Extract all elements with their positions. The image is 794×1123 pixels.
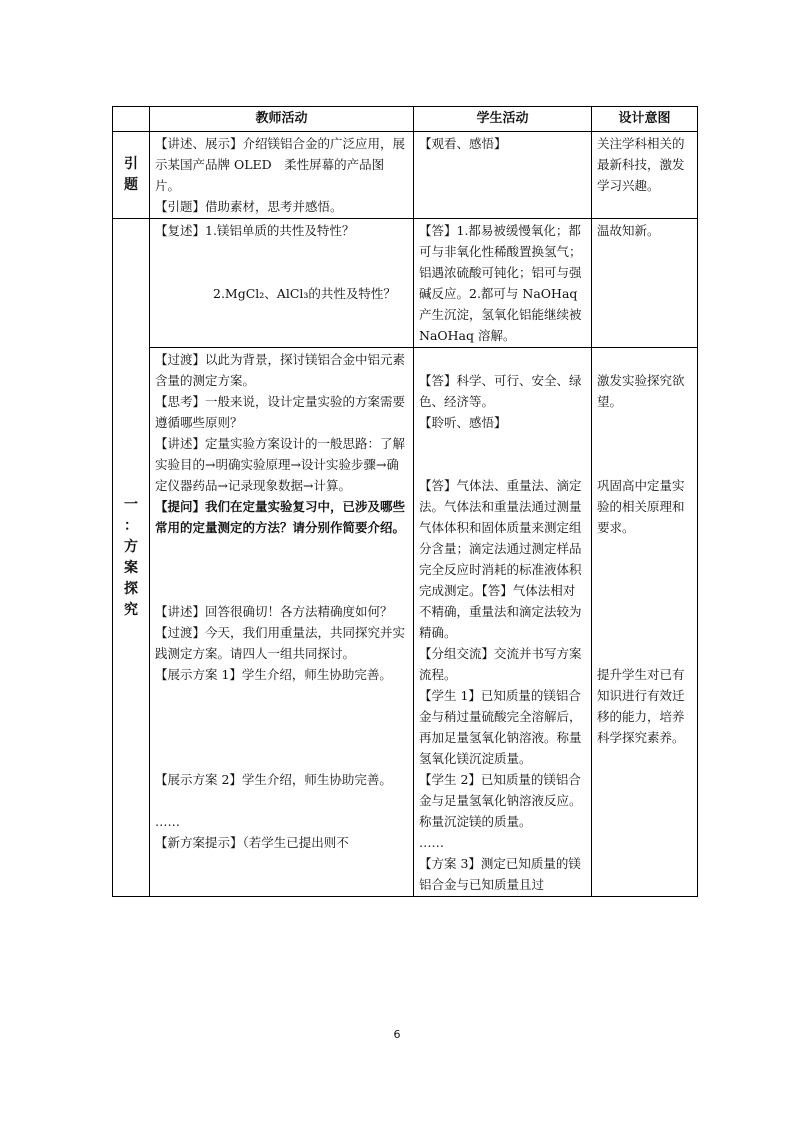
stage-explore: 一 ： 方 案 探 究 [113,219,150,897]
header-design-intent: 设计意图 [592,107,698,132]
student-answer-methods: 【答】气体法、重量法、滴定法。气体法和重量法通过测量气体体积和固体质量来测定组分含量；滴定法通过测定样品完全反应时消耗的标准液体积完成测定。【答】气体法相对不精确，重量法和滴定法较为精确。 [419,478,582,640]
header-row [113,107,698,132]
intent-enhance: 提升学生对已有知识进行有效迁移的能力，培养科学探究素养。 [597,667,685,745]
review-intent-text: 温故知新。 [597,223,660,238]
intro-intent-text: 关注学科相关的最新科技，激发学习兴趣。 [597,136,685,193]
teacher-lecture-2: 【讲述】回答很确切！各方法精确度如何？ [155,604,393,619]
intent-inspire: 激发实验探究欲望。 [597,373,685,409]
student-group-discussion: 【分组交流】交流并书写方案流程。 [419,646,582,682]
explore-student-cell [414,348,592,897]
review-row [113,219,698,348]
intent-consolidate: 巩固高中定量实验的相关原理和要求。 [597,478,685,535]
teacher-question: 【提问】我们在定量实验复习中，已涉及哪些常用的定量测定的方法？请分别作简要介绍。 [155,499,406,535]
review-answer: 【答】1.都易被缓慢氧化；都可与非氧化性稀酸置换氢气；铝遇浓硫酸可钝化；铝可与强碱反应。2.都可与 NaOHaq 产生沉淀，氢氧化铝能继续被 NaOHaq 溶解。 [419,223,582,343]
intro-teacher-text-1: 【讲述、展示】介绍镁铝合金的广泛应用，展示某国产品牌 OLED 柔性屏幕的产品图片。 [155,136,406,193]
review-teacher-cell [150,219,414,348]
student-2-plan: 【学生 2】已知质量的镁铝合金与足量氢氧化钠溶液反应。称量沉淀镁的质量。 [419,772,582,829]
teacher-think: 【思考】一般来说，设计定量实验的方案需要遵循哪些原则？ [155,394,406,430]
student-ellipsis: …… [419,835,444,850]
student-1-plan: 【学生 1】已知质量的镁铝合金与稍过量硫酸完全溶解后，再加足量氢氧化钠溶液。称量氢氧化镁沉淀质量。 [419,688,582,766]
lesson-plan-table [112,106,698,897]
header-student-activity: 学生活动 [414,107,592,132]
review-question-2: 2.MgCl₂、AlCl₃的共性及特性？ [213,286,396,301]
explore-intent-cell [592,348,698,897]
intro-intent-cell [592,132,698,219]
explore-teacher-cell [150,348,414,897]
intro-teacher-text-2: 【引题】借助素材，思考并感悟。 [155,199,343,214]
intro-student-cell [414,132,592,219]
teacher-show-plan-1: 【展示方案 1】学生介绍，师生协助完善。 [155,667,392,682]
teacher-show-plan-2: 【展示方案 2】学生介绍，师生协助完善。 [155,772,392,787]
review-student-cell [414,219,592,348]
explore-row [113,348,698,897]
intro-teacher-cell [150,132,414,219]
page-number: 6 [393,1028,401,1041]
teacher-lecture-1: 【讲述】定量实验方案设计的一般思路：了解实验目的→明确实验原理→设计实验步骤→确定仪器药品→记录现象数据→计算。 [155,436,406,493]
teacher-transition-1: 【过渡】以此为背景，探讨镁铝合金中铝元素含量的测定方案。 [155,352,406,388]
intro-row [113,132,698,219]
intro-student-text: 【观看、感悟】 [419,136,507,151]
student-listen: 【聆听、感悟】 [419,415,507,430]
teacher-new-plan-hint: 【新方案提示】（若学生已提出则不 [155,835,349,850]
header-teacher-activity: 教师活动 [150,107,414,132]
review-intent-cell [592,219,698,348]
header-stage [113,107,150,132]
teacher-transition-2: 【过渡】今天，我们用重量法，共同探究并实践测定方案。请四人一组共同探讨。 [155,625,406,661]
student-plan-3: 【方案 3】测定已知质量的镁铝合金与已知质量且过 [419,856,581,892]
review-question-1: 【复述】1.镁铝单质的共性及特性？ [155,223,355,238]
student-answer-principles: 【答】科学、可行、安全、绿色、经济等。 [419,373,582,409]
stage-intro: 引 题 [113,132,150,219]
teacher-ellipsis: …… [155,814,180,829]
